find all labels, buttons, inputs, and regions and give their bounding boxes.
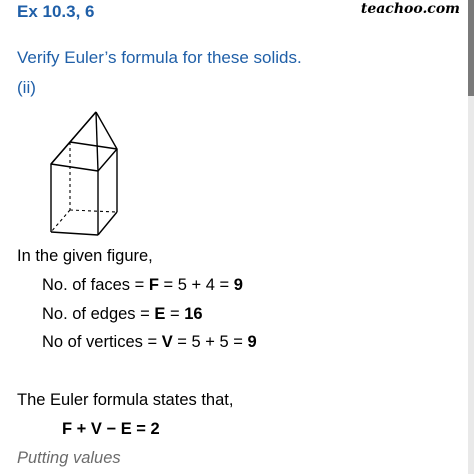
scrollbar-thumb[interactable] xyxy=(468,0,474,96)
vertices-expression: = 5 + 5 = xyxy=(172,333,248,351)
vertices-row xyxy=(42,333,257,352)
question-part-label: (ii) xyxy=(17,78,36,97)
vertices-label: No of vertices = xyxy=(42,333,162,351)
pyramid-edge xyxy=(70,112,96,142)
teachoo-logo: teachoo.com xyxy=(360,1,460,17)
edges-label: No. of edges = xyxy=(42,305,155,323)
prism-with-pyramid-figure xyxy=(40,102,140,237)
formula-intro-text: The Euler formula states that, xyxy=(17,391,234,409)
scrollbar-track[interactable] xyxy=(468,0,474,474)
prism-edge xyxy=(98,212,117,235)
vertices-result: 9 xyxy=(247,333,257,351)
vertices-symbol: V xyxy=(161,333,173,351)
faces-symbol: F xyxy=(148,276,159,294)
exercise-title: Ex 10.3, 6 xyxy=(17,2,95,21)
faces-label: No. of faces = xyxy=(42,276,149,294)
intro-text: In the given figure, xyxy=(17,247,153,265)
faces-expression: = 5 + 4 = xyxy=(158,276,234,294)
hidden-edge xyxy=(51,210,70,232)
pyramid-edge xyxy=(96,112,117,149)
question-text: Verify Euler’s formula for these solids. xyxy=(17,48,302,67)
euler-formula: F + V − E = 2 xyxy=(62,420,160,438)
putting-values-text: Putting values xyxy=(17,449,121,467)
prism-top-face xyxy=(51,142,117,171)
edges-result: 16 xyxy=(184,305,203,323)
edges-row xyxy=(42,305,203,324)
pyramid-edge xyxy=(96,112,98,171)
faces-result: 9 xyxy=(233,276,243,294)
edges-symbol: E xyxy=(154,305,166,323)
faces-row xyxy=(42,276,243,295)
edges-expression: = xyxy=(165,305,185,323)
hidden-edge xyxy=(70,210,117,212)
prism-edge xyxy=(51,232,98,235)
